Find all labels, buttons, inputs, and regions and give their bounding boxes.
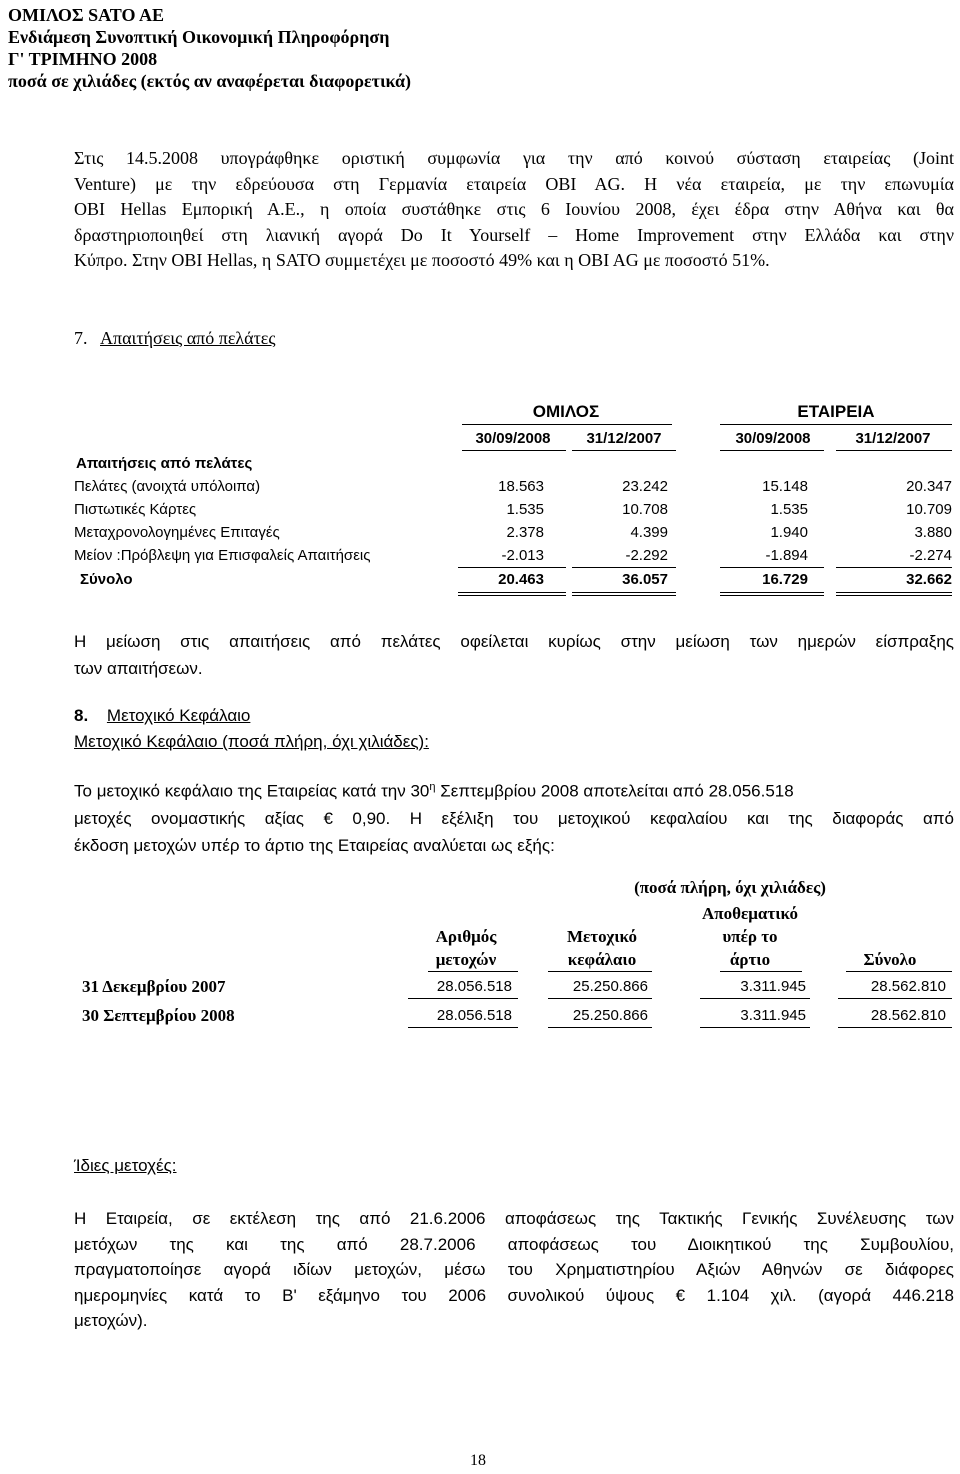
- report-period: Γ' ΤΡΙΜΗΝΟ 2008: [8, 49, 158, 69]
- cell: 16.729: [762, 571, 808, 588]
- row-label: Πιστωτικές Κάρτες: [74, 501, 197, 518]
- note-line: των απαιτήσεων.: [74, 659, 203, 678]
- cell: 18.563: [498, 478, 544, 495]
- cell: 32.662: [906, 571, 952, 588]
- cell: -2.274: [909, 547, 952, 564]
- intro-line: Κύπρο. Στην OBI Hellas, η SATO συμμετέχει με ποσοστό 49% και η OBI AG με ποσοστό 51%.: [74, 250, 770, 270]
- reserve-header: άρτιο: [729, 950, 771, 969]
- total-label: Σύνολο: [80, 571, 133, 588]
- cell: 1.940: [770, 524, 808, 541]
- intro-line: Στις 14.5.2008 υπογράφθηκε οριστική συμφωνία για την από κοινού σύσταση εταιρείας (Joint: [74, 148, 954, 168]
- capital-header: κεφάλαιο: [567, 950, 637, 969]
- table-heading: Απαιτήσεις από πελάτες: [76, 455, 253, 472]
- section-7-title: Απαιτήσεις από πελάτες: [100, 328, 276, 348]
- receivables-note: [74, 628, 954, 682]
- intro-line: δραστηριοποιηθεί στη λιανική αγορά Do It Yourself – Home Improvement στην Ελλάδα και στην: [74, 224, 954, 245]
- company-name: ΟΜΙΛΟΣ SATO AE: [8, 5, 164, 25]
- group-column-label: ΟΜΙΛΟΣ: [532, 402, 600, 421]
- cell: 10.708: [622, 501, 668, 518]
- date-header: 31/12/2007: [586, 430, 662, 447]
- section-8-number: 8.: [74, 706, 89, 725]
- cell: 1.535: [770, 501, 808, 518]
- share-capital-line: έκδοση μετοχών υπέρ το άρτιο της Εταιρείας αναλύεται ως εξής:: [74, 835, 555, 855]
- row-label: Μεταχρονολογημένες Επιταγές: [74, 524, 280, 541]
- cell: 28.562.810: [870, 1007, 946, 1024]
- shares-header: Αριθμός: [435, 927, 497, 946]
- shares-header: μετοχών: [435, 950, 497, 969]
- reserve-header: υπέρ το: [722, 927, 778, 946]
- cell: 4.399: [630, 524, 668, 541]
- cell: 3.311.945: [740, 978, 806, 995]
- intro-line: OBI Hellas Εμπορική Α.Ε., η οποία συστάθηκε στις 6 Ιουνίου 2008, έχει έδρα στην Αθήνα και θα: [74, 199, 954, 219]
- row-label: Μείον :Πρόβλεψη για Επισφαλείς Απαιτήσεις: [74, 547, 371, 564]
- cell: 20.347: [906, 478, 952, 495]
- cell: -1.894: [765, 547, 808, 564]
- page-number: 18: [470, 1452, 486, 1469]
- treasury-shares-paragraph: [74, 1206, 954, 1334]
- cell: 3.311.945: [740, 1007, 806, 1024]
- treasury-line: μετοχών).: [74, 1311, 148, 1330]
- section-8-subtitle: Μετοχικό Κεφάλαιο (ποσά πλήρη, όχι χιλιάδες):: [74, 732, 429, 751]
- treasury-shares-title: Ίδιες μετοχές:: [74, 1156, 177, 1175]
- cell: 25.250.866: [572, 1007, 648, 1024]
- row-label: 31 Δεκεμβρίου 2007: [82, 977, 226, 996]
- cell: 15.148: [762, 478, 808, 495]
- cell: 10.709: [906, 501, 952, 518]
- capital-header: Μετοχικό: [566, 927, 637, 946]
- section-8-title: Μετοχικό Κεφάλαιο: [106, 706, 251, 725]
- date-header: 30/09/2008: [735, 430, 811, 447]
- share-capital-line: μετοχές ονομαστικής αξίας € 0,90. Η εξέλιξη του μετοχικού κεφαλαίου και της διαφοράς από: [74, 808, 954, 828]
- cell: -2.013: [501, 547, 544, 564]
- report-title: Ενδιάμεση Συνοπτική Οικονομική Πληροφόρηση: [8, 27, 390, 47]
- row-label: 30 Σεπτεμβρίου 2008: [82, 1006, 235, 1025]
- cell: 3.880: [914, 524, 952, 541]
- cell: -2.292: [625, 547, 668, 564]
- amounts-note: ποσά σε χιλιάδες (εκτός αν αναφέρεται διαφορετικά): [8, 71, 412, 91]
- intro-line: Venture) με την εδρεύουσα στη Γερμανία εταιρεία OBI AG. Η νέα εταιρεία, με την επωνυμία: [74, 173, 954, 194]
- share-capital-line: Το μετοχικό κεφάλαιο της Εταιρείας κατά την $30^\eta$ Σεπτεμβρίου 2008 αποτελείται από 28.056.518: [74, 781, 794, 801]
- cell: 28.056.518: [436, 978, 512, 995]
- intro-paragraph: [74, 146, 954, 274]
- treasury-line: μετόχων της και της από 28.7.2006 αποφάσεως του Διοικητικού της Συμβουλίου,: [74, 1234, 954, 1254]
- cell: 25.250.866: [572, 978, 648, 995]
- cell: 1.535: [506, 501, 544, 518]
- section-7-heading: [74, 328, 275, 349]
- cell: 2.378: [506, 524, 544, 541]
- date-header: 30/09/2008: [475, 430, 551, 447]
- note-line: Η μείωση στις απαιτήσεις από πελάτες οφείλεται κυρίως στην μείωση των ημερών είσπραξης: [74, 632, 954, 651]
- cell: 36.057: [622, 571, 668, 588]
- section-7-number: 7.: [74, 328, 88, 348]
- cell: 28.056.518: [436, 1007, 512, 1024]
- treasury-line: ημερομηνίες κατά το Β' εξάμηνο του 2006 συνολικού ύψους € 1.104 χιλ. (αγορά 446.218: [74, 1285, 954, 1305]
- cell: 20.463: [498, 571, 544, 588]
- treasury-line: Η Εταιρεία, σε εκτέλεση της από 21.6.2006 αποφάσεως της Τακτικής Γενικής Συνέλευσης των: [74, 1209, 954, 1228]
- amounts-full-note: (ποσά πλήρη, όχι χιλιάδες): [634, 878, 826, 897]
- cell: 23.242: [622, 478, 668, 495]
- row-label: Πελάτες (ανοιχτά υπόλοιπα): [74, 478, 261, 495]
- company-column-label: ΕΤΑΙΡΕΙΑ: [797, 402, 875, 421]
- cell: 28.562.810: [870, 978, 946, 995]
- total-header: Σύνολο: [863, 950, 917, 969]
- reserve-header: Αποθεματικό: [702, 904, 798, 923]
- date-header: 31/12/2007: [855, 430, 931, 447]
- section-8-heading: [74, 706, 250, 726]
- treasury-line: πραγματοποίησε αγορά ιδίων μετοχών, μέσω του Χρηματιστηρίου Αξιών Αθηνών σε διάφορες: [74, 1260, 954, 1279]
- share-capital-paragraph: [74, 774, 954, 859]
